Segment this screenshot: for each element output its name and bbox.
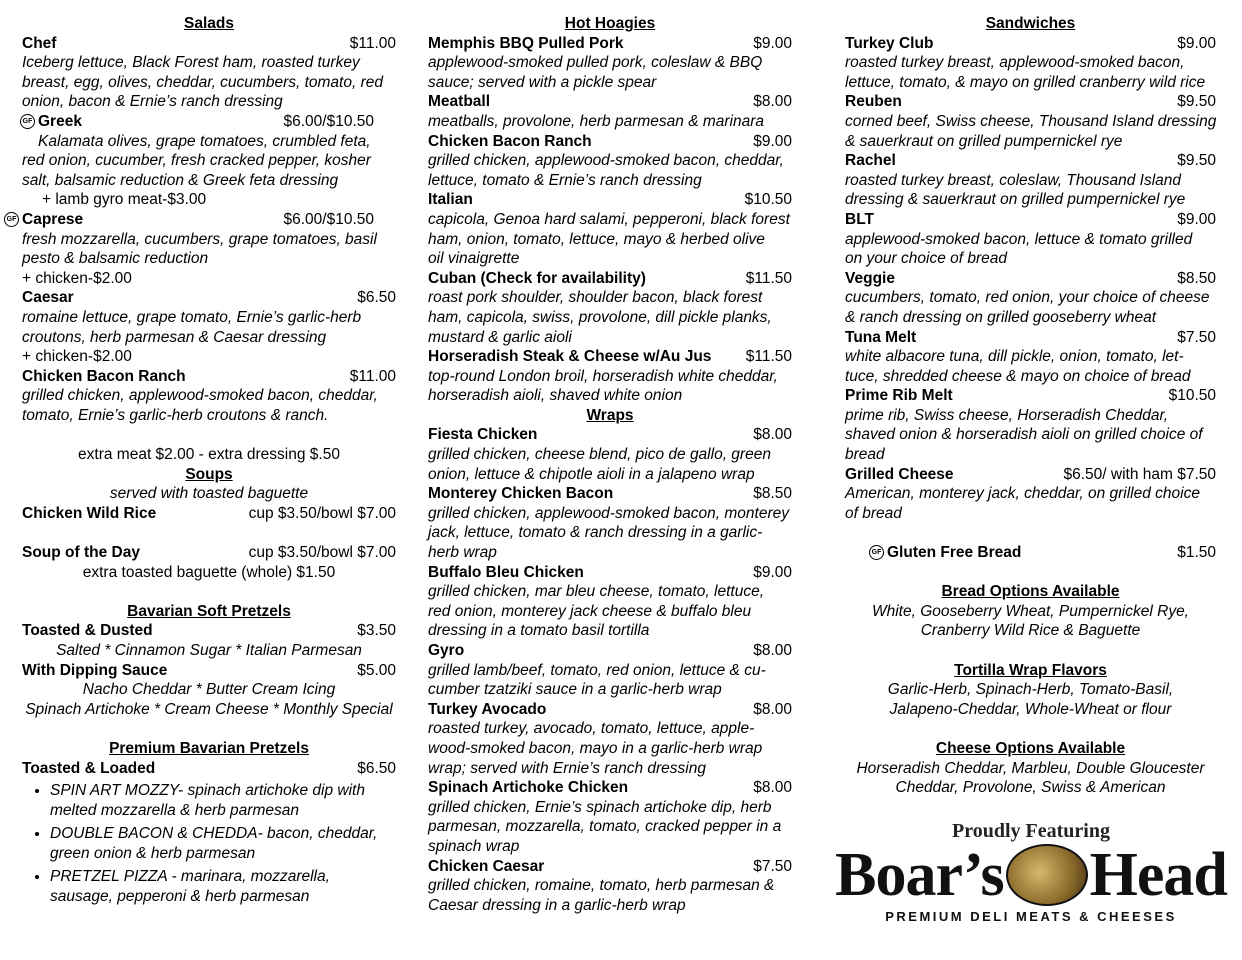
item-description: roasted turkey, avocado, tomato, lettuce, apple-	[428, 720, 755, 738]
column-sandwiches-options	[845, 14, 1216, 798]
item-description: grilled chicken, cheese blend, pico de gallo, green	[428, 446, 771, 464]
item-description: grilled chicken, applewood-smoked bacon, cheddar,	[428, 152, 784, 170]
item-description: jack, lettuce, tomato & ranch dressing in a garlic-	[428, 524, 763, 542]
gluten-free-icon: GF	[20, 114, 35, 129]
menu-item-soup-of-the-day: Soup of the Day cup $3.50/bowl $7.00	[22, 544, 396, 562]
item-addon: + lamb gyro meat-$3.00	[42, 191, 207, 209]
menu-item-veggie: Veggie $8.50	[845, 269, 1216, 287]
menu-item-horseradish-steak: Horseradish Steak & Cheese w/Au Jus $11.50	[428, 348, 792, 366]
item-description: red onion, cucumber, fresh cracked pepper, kosher	[22, 152, 371, 170]
item-description: salt, balsamic reduction & Greek feta dressing	[22, 171, 339, 189]
cheese-options-text: Cheddar, Provolone, Swiss & American	[895, 779, 1166, 797]
menu-item-spinach-artichoke-chicken: Spinach Artichoke Chicken $8.00	[428, 779, 792, 797]
item-description: onion, bacon & Ernie’s ranch dressing	[22, 93, 283, 111]
menu-item-grilled-cheese: Grilled Cheese $6.50/ with ham $7.50	[845, 465, 1216, 483]
list-item: • PRETZEL PIZZA - marinara, mozzarella, sausage, pepperoni & herb parmesan	[50, 867, 396, 907]
menu-item-buffalo-bleu-chicken: Buffalo Bleu Chicken $9.00	[428, 563, 792, 581]
section-title-soups: Soups	[185, 465, 233, 483]
item-description: Caesar dressing in a garlic-herb wrap	[428, 896, 686, 914]
item-description: white albacore tuna, dill pickle, onion, tomato, let-	[845, 348, 1184, 366]
menu-item-caprese: GF Caprese $6.00/$10.50	[4, 210, 396, 230]
item-description: red onion, monterey jack cheese & buffalo bleu	[428, 602, 752, 620]
menu-item-gyro: Gyro $8.00	[428, 642, 792, 659]
item-description: bread	[845, 446, 885, 464]
item-description: mustard & garlic aioli	[428, 328, 572, 346]
section-title-hot-hoagies: Hot Hoagies	[564, 15, 656, 32]
item-description: wrap; served with Ernie’s ranch dressing	[428, 759, 706, 777]
item-description: grilled lamb/beef, tomato, red onion, lettuce & cu-	[428, 661, 766, 679]
menu-item-chicken-bacon-ranch-salad: Chicken Bacon Ranch $11.00	[22, 367, 396, 385]
section-title-bread-options: Bread Options Available	[941, 583, 1120, 601]
item-description: prime rib, Swiss cheese, Horseradish Cheddar,	[845, 406, 1169, 424]
loaded-pretzel-list	[22, 781, 396, 907]
item-description: roasted turkey breast, applewood-smoked bacon,	[845, 54, 1185, 72]
menu-item-chef: Chef $11.00	[22, 34, 396, 52]
menu-item-memphis-bbq: Memphis BBQ Pulled Pork $9.00	[428, 34, 792, 52]
item-description: fresh mozzarella, cucumbers, grape tomatoes, basil	[22, 230, 377, 248]
item-description: capicola, Genoa hard salami, pepperoni, black forest	[428, 210, 790, 228]
item-description: & ranch dressing on grilled gooseberry wheat	[845, 308, 1157, 326]
gluten-free-icon: GF	[869, 545, 884, 560]
menu-item-monterey-chicken-bacon: Monterey Chicken Bacon $8.50	[428, 485, 792, 503]
item-description: American, monterey jack, cheddar, on grilled choice	[845, 485, 1200, 503]
gluten-free-icon: GF	[4, 212, 19, 227]
item-description: shaved onion & horseradish aioli on grilled choice of	[845, 426, 1203, 444]
section-title-sandwiches: Sandwiches	[985, 15, 1076, 32]
item-description: ham, capicola, swiss, provolone, dill pickle planks,	[428, 308, 772, 326]
menu-item-meatball: Meatball $8.00	[428, 93, 792, 111]
cheese-options-text: Horseradish Cheddar, Marbleu, Double Gloucester	[856, 759, 1205, 777]
section-title-salads: Salads	[184, 15, 234, 32]
column-hoagies-wraps	[428, 14, 792, 915]
item-description: ham, onion, tomato, lettuce, mayo & herbed olive	[428, 230, 765, 248]
list-item: • DOUBLE BACON & CHEDDA- bacon, cheddar, green onion & herb parmesan	[50, 824, 396, 864]
menu-item-caesar: Caesar $6.50	[22, 289, 396, 307]
menu-item-italian: Italian $10.50	[428, 191, 792, 209]
item-description: romaine lettuce, grape tomato, Ernie’s garlic-herb	[22, 308, 362, 326]
item-description: Kalamata olives, grape tomatoes, crumbled feta,	[38, 132, 371, 150]
item-description: spinach wrap	[428, 837, 520, 855]
item-description: corned beef, Swiss cheese, Thousand Island dressing	[845, 112, 1217, 130]
menu-item-dipping-sauce: With Dipping Sauce $5.00	[22, 661, 396, 679]
item-description: roast pork shoulder, shoulder bacon, black forest	[428, 289, 763, 307]
dip-flavors: Spinach Artichoke * Cream Cheese * Monthly Special	[25, 700, 393, 718]
item-description: roasted turkey breast, coleslaw, Thousand Island	[845, 171, 1182, 189]
tortilla-flavors-text: Jalapeno-Cheddar, Whole-Wheat or flour	[889, 700, 1172, 718]
item-description: meatballs, provolone, herb parmesan & marinara	[428, 112, 765, 130]
menu-item-chicken-caesar: Chicken Caesar $7.50	[428, 857, 792, 875]
item-description: parmesan, mozzarella, tomato, cracked pepper in a	[428, 818, 782, 836]
bread-options-text: Cranberry Wild Rice & Baguette	[920, 622, 1141, 640]
menu-item-turkey-avocado: Turkey Avocado $8.00	[428, 700, 792, 718]
column-salads-soups-pretzels	[6, 14, 396, 910]
item-description: applewood-smoked bacon, lettuce & tomato grilled	[845, 230, 1193, 248]
item-description: tomato, Ernie’s garlic-herb croutons & ranch.	[22, 406, 329, 424]
menu-item-chicken-wild-rice: Chicken Wild Rice cup $3.50/bowl $7.00	[22, 504, 396, 522]
item-description: grilled chicken, applewood-smoked bacon, cheddar,	[22, 387, 378, 405]
section-title-premium-pretzels: Premium Bavarian Pretzels	[109, 739, 309, 757]
proudly-featuring-label: Proudly Featuring	[952, 820, 1110, 842]
item-description: onion, lettuce & chipotle aioli in a jalapeno wrap	[428, 465, 755, 483]
extra-baguette-note: extra toasted baguette (whole) $1.50	[82, 563, 336, 581]
item-description: lettuce, tomato, & mayo on grilled cranberry wild rice	[845, 73, 1206, 91]
list-item: • SPIN ART MOZZY- spinach artichoke dip with melted mozzarella & herb parmesan	[50, 781, 396, 821]
item-description: sauce; served with a pickle spear	[428, 73, 657, 91]
item-description: dressing & sauerkraut on grilled pumpernickel rye	[845, 191, 1186, 209]
item-description: horseradish aioli, shaved white onion	[428, 387, 683, 405]
item-description: grilled chicken, Ernie’s spinach artichoke dip, herb	[428, 798, 772, 816]
item-addon: + chicken-$2.00	[22, 348, 132, 366]
item-description: dressing in a tomato basil tortilla	[428, 622, 650, 640]
pretzel-flavors: Salted * Cinnamon Sugar * Italian Parmesan	[56, 642, 362, 659]
item-addon: + chicken-$2.00	[22, 269, 132, 287]
menu-item-toasted-loaded: Toasted & Loaded $6.50	[22, 759, 396, 777]
item-description: of bread	[845, 504, 902, 522]
item-description: applewood-smoked pulled pork, coleslaw & BBQ	[428, 54, 763, 72]
menu-item-blt: BLT $9.00	[845, 210, 1216, 228]
tortilla-flavors-text: Garlic-Herb, Spinach-Herb, Tomato-Basil,	[887, 681, 1174, 699]
item-description: herb wrap	[428, 544, 497, 562]
menu-item-cuban: Cuban (Check for availability) $11.50	[428, 269, 792, 287]
item-description: cumber tzatziki sauce in a garlic-herb wrap	[428, 681, 722, 699]
item-description: on your choice of bread	[845, 250, 1007, 268]
menu-item-prime-rib-melt: Prime Rib Melt $10.50	[845, 387, 1216, 405]
menu-item-gluten-free-bread: GF Gluten Free Bread $1.50	[845, 543, 1216, 563]
section-title-pretzels: Bavarian Soft Pretzels	[127, 602, 291, 620]
item-description: top-round London broil, horseradish white cheddar,	[428, 367, 778, 385]
menu-item-fiesta-chicken: Fiesta Chicken $8.00	[428, 426, 792, 444]
section-title-wraps: Wraps	[586, 406, 634, 424]
boar-head-icon	[1006, 844, 1088, 906]
menu-item-greek: GF Greek $6.00/$10.50	[4, 112, 396, 132]
item-description: grilled chicken, romaine, tomato, herb parmesan &	[428, 877, 775, 895]
item-description: pesto & balsamic reduction	[22, 250, 209, 268]
item-description: cucumbers, tomato, red onion, your choice of cheese	[845, 289, 1210, 307]
soups-subtitle: served with toasted baguette	[109, 485, 309, 503]
menu-item-rachel: Rachel $9.50	[845, 152, 1216, 170]
section-title-cheese-options: Cheese Options Available	[935, 739, 1126, 757]
menu-item-chicken-bacon-ranch-hoagie: Chicken Bacon Ranch $9.00	[428, 132, 792, 150]
item-description: grilled chicken, applewood-smoked bacon, monterey	[428, 504, 790, 522]
dip-flavors: Nacho Cheddar * Butter Cream Icing	[82, 681, 336, 699]
item-description: Iceberg lettuce, Black Forest ham, roasted turkey	[22, 54, 360, 72]
brand-tagline: PREMIUM DELI MEATS & CHEESES	[885, 909, 1177, 924]
bread-options-text: White, Gooseberry Wheat, Pumpernickel Rye,	[871, 602, 1189, 620]
item-description: breast, egg, olives, cheddar, cucumbers, tomato, red	[22, 73, 383, 91]
section-title-tortilla-flavors: Tortilla Wrap Flavors	[954, 661, 1107, 679]
item-description: lettuce, tomato & Ernie’s ranch dressing	[428, 171, 702, 189]
item-description: tuce, shredded cheese & mayo on choice of bread	[845, 367, 1191, 385]
menu-item-tuna-melt: Tuna Melt $7.50	[845, 328, 1216, 346]
menu-item-reuben: Reuben $9.50	[845, 93, 1216, 111]
item-description: & sauerkraut on grilled pumpernickel rye	[845, 132, 1123, 150]
item-description: grilled chicken, mar bleu cheese, tomato, lettuce,	[428, 583, 765, 601]
item-description: croutons, herb parmesan & Caesar dressing	[22, 328, 327, 346]
item-description: wood-smoked bacon, mayo in a garlic-herb wrap	[428, 739, 763, 757]
brand-wordmark: Boar’s Head	[835, 841, 1227, 909]
boars-head-logo	[826, 820, 1236, 945]
salad-extras-note: extra meat $2.00 - extra dressing $.50	[78, 446, 340, 464]
item-description: oil vinaigrette	[428, 250, 520, 268]
menu-item-turkey-club: Turkey Club $9.00	[845, 34, 1216, 52]
menu-item-toasted-dusted: Toasted & Dusted $3.50	[22, 622, 396, 640]
